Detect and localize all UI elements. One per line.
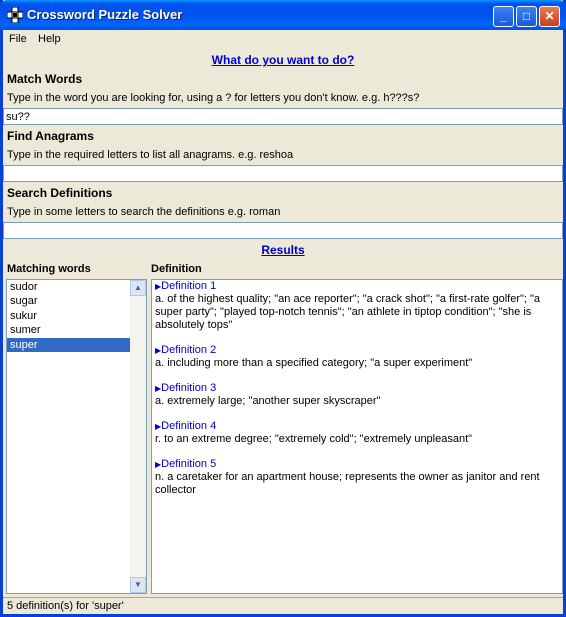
play-arrow-icon: ▶ [155, 460, 162, 469]
definition-panel [151, 279, 563, 594]
definition-text: a. including more than a specified category; "a super experiment" [155, 357, 473, 369]
play-arrow-icon: ▶ [155, 422, 162, 431]
play-arrow-icon: ▶ [155, 384, 162, 393]
definition-label: Definition 5 [161, 458, 217, 470]
list-item[interactable]: super [7, 338, 131, 352]
definition-link[interactable] [155, 420, 559, 433]
menu-file[interactable]: File [9, 33, 27, 45]
maximize-button[interactable] [516, 6, 537, 27]
menu-bar [3, 30, 563, 49]
match-words-title: Match Words [7, 72, 83, 86]
scroll-down-icon: ▼ [134, 580, 142, 589]
maximize-icon: □ [522, 9, 531, 23]
minimize-button[interactable] [493, 6, 514, 27]
list-item[interactable]: sugar [10, 295, 38, 308]
definition-link[interactable] [155, 458, 559, 471]
play-arrow-icon: ▶ [155, 282, 162, 291]
definition-label: Definition 1 [161, 280, 217, 292]
match-words-input[interactable] [3, 108, 563, 125]
scroll-down-button[interactable] [130, 577, 146, 593]
minimize-icon: _ [500, 9, 507, 23]
play-arrow-icon: ▶ [155, 346, 162, 355]
scroll-up-icon: ▲ [134, 283, 142, 292]
scroll-up-button[interactable] [130, 280, 146, 296]
search-definitions-input[interactable] [3, 222, 563, 239]
definition-text: a. extremely large; "another super skyscraper" [155, 395, 381, 407]
definition-entry [152, 382, 562, 408]
definition-text: a. of the highest quality; "an ace reporter"; "a crack shot"; "a first-rate golfer"; "a super party"; "played top-notch tennis"; "an athlete in tiptop condition"; "she is absolutely tops" [155, 293, 541, 331]
definition-entry [152, 344, 562, 370]
status-bar: 5 definition(s) for 'super' [3, 597, 563, 614]
search-definitions-title: Search Definitions [7, 186, 113, 200]
definition-label: Definition 4 [161, 420, 217, 432]
menu-help[interactable]: Help [38, 33, 61, 45]
match-words-desc: Type in the word you are looking for, using a ? for letters you don't know. e.g. h???s? [7, 92, 420, 104]
find-anagrams-title: Find Anagrams [7, 129, 94, 143]
search-definitions-desc: Type in some letters to search the definitions e.g. roman [7, 206, 281, 218]
list-scrollbar[interactable] [130, 280, 146, 593]
title-bar[interactable] [0, 0, 566, 30]
close-button[interactable] [539, 6, 560, 27]
list-item[interactable]: sukur [10, 309, 37, 322]
definition-entry [152, 280, 562, 332]
definition-entry [152, 420, 562, 446]
window-title: Crossword Puzzle Solver [27, 7, 183, 22]
definition-link[interactable] [155, 344, 559, 357]
what-to-do-link[interactable]: What do you want to do? [211, 53, 355, 67]
results-link[interactable]: Results [261, 243, 305, 257]
list-item[interactable]: sudor [10, 281, 38, 293]
definition-entry [152, 458, 562, 497]
matching-words-header: Matching words [7, 263, 91, 275]
find-anagrams-input[interactable] [3, 165, 563, 182]
definition-link[interactable] [155, 280, 559, 293]
close-icon: ✕ [544, 9, 555, 23]
crossword-grid-icon [7, 7, 23, 23]
definition-text: n. a caretaker for an apartment house; represents the owner as janitor and rent collector [155, 471, 540, 496]
definition-label: Definition 3 [161, 382, 217, 394]
find-anagrams-desc: Type in the required letters to list all anagrams. e.g. reshoa [7, 149, 294, 161]
definition-header: Definition [151, 263, 202, 275]
definition-label: Definition 2 [161, 344, 217, 356]
matching-words-list[interactable] [6, 279, 147, 594]
definition-link[interactable] [155, 382, 559, 395]
definition-text: r. to an extreme degree; "extremely cold"; "extremely unpleasant" [155, 433, 473, 445]
list-item[interactable]: sumer [10, 324, 41, 337]
